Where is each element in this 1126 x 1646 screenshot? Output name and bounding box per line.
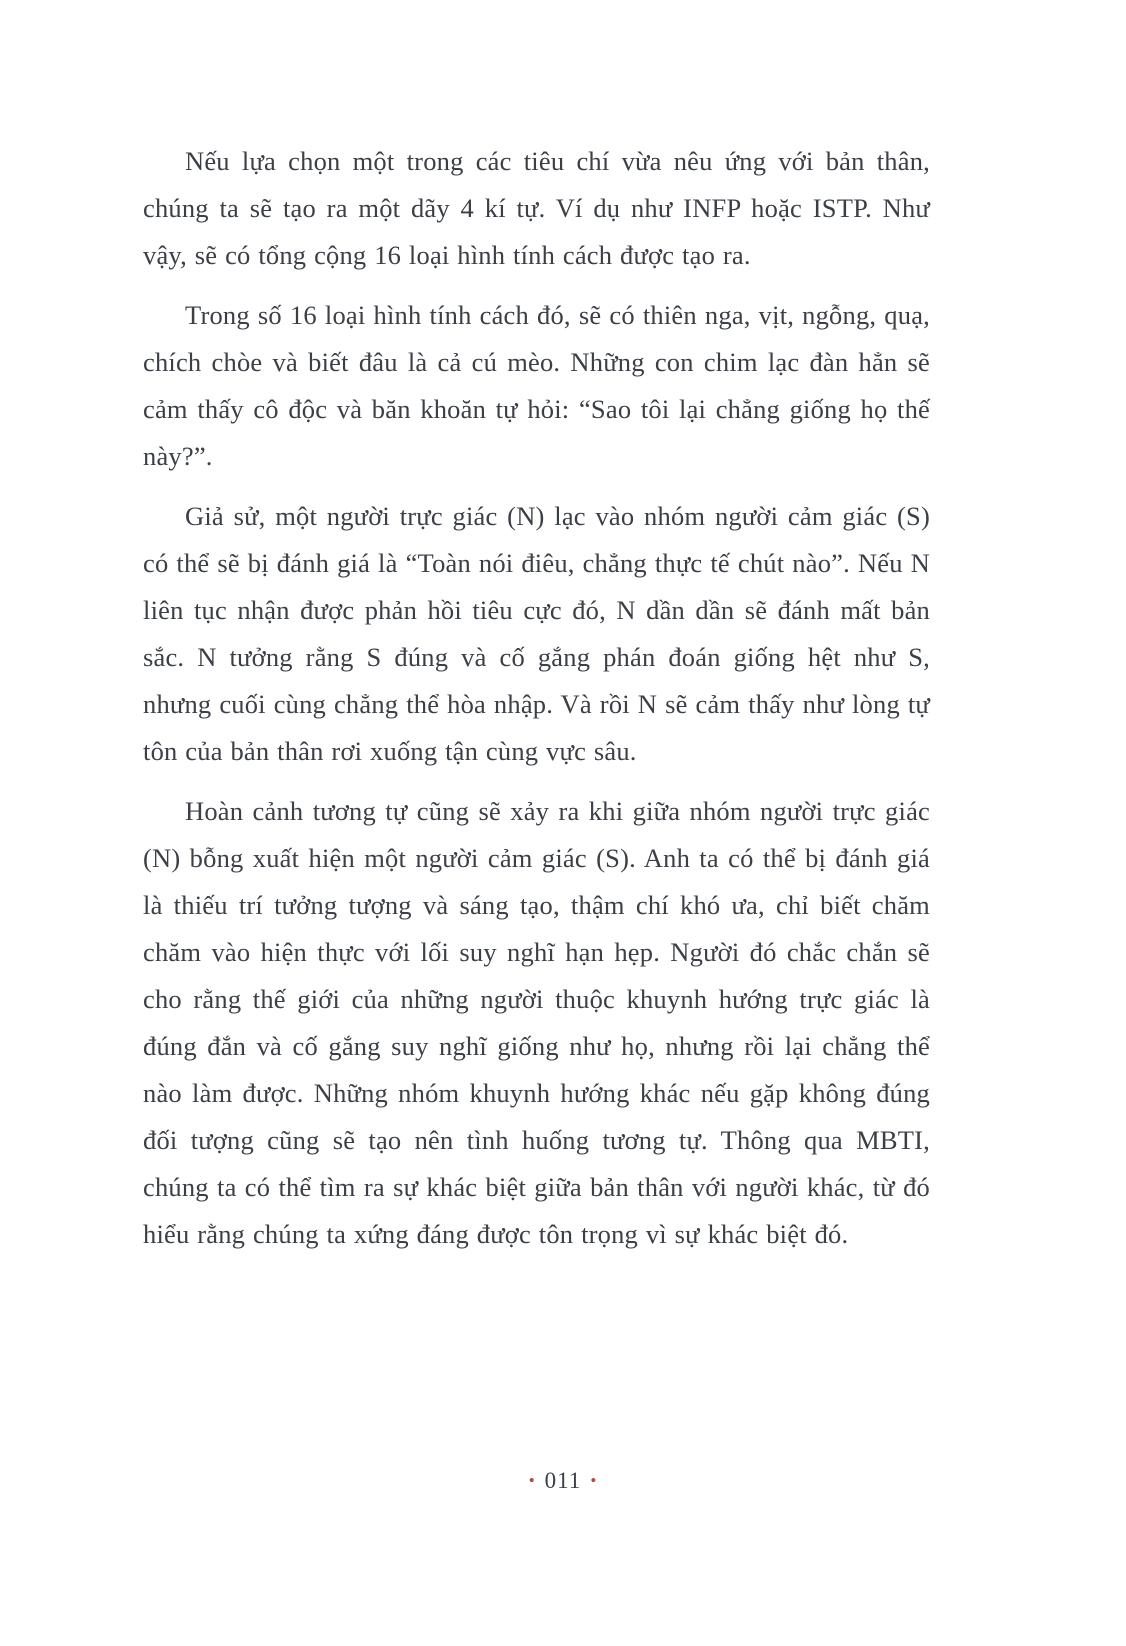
page-content	[143, 138, 930, 1258]
footer-right-dot: •	[590, 1471, 598, 1490]
page-footer	[0, 1468, 1126, 1494]
paragraph: Nếu lựa chọn một trong các tiêu chí vừa nêu ứng với bản thân, chúng ta sẽ tạo ra một dãy 4 kí tự. Ví dụ như INFP hoặc ISTP. Như vậy, sẽ có tổng cộng 16 loại hình tính cách được tạo ra.	[143, 146, 930, 270]
paragraph: Hoàn cảnh tương tự cũng sẽ xảy ra khi giữa nhóm người trực giác (N) bỗng xuất hiện một người cảm giác (S). Anh ta có thể bị đánh giá là thiếu trí tưởng tượng và sáng tạo, thậm chí khó ưa, chỉ biết chăm chăm vào hiện thực với lối suy nghĩ hạn hẹp. Người đó chắc chắn sẽ cho rằng thế giới của những người thuộc khuynh hướng trực giác là đúng đắn và cố gắng suy nghĩ giống như họ, nhưng rồi lại chẳng thể nào làm được. Những nhóm khuynh hướng khác nếu gặp không đúng đối tượng cũng sẽ tạo nên tình huống tương tự. Thông qua MBTI, chúng ta có thể tìm ra sự khác biệt giữa bản thân với người khác, từ đó hiểu rằng chúng ta xứng đáng được tôn trọng vì sự khác biệt đó.	[143, 796, 930, 1249]
paragraph: Trong số 16 loại hình tính cách đó, sẽ có thiên nga, vịt, ngỗng, quạ, chích chòe và biết đâu là cả cú mèo. Những con chim lạc đàn hẳn sẽ cảm thấy cô độc và băn khoăn tự hỏi: “Sao tôi lại chẳng giống họ thế này?”.	[143, 300, 930, 471]
page-number: 011	[544, 1468, 582, 1493]
paragraph: Giả sử, một người trực giác (N) lạc vào nhóm người cảm giác (S) có thể sẽ bị đánh giá là “Toàn nói điêu, chẳng thực tế chút nào”. Nếu N liên tục nhận được phản hồi tiêu cực đó, N dần dần sẽ đánh mất bản sắc. N tưởng rằng S đúng và cố gắng phán đoán giống hệt như S, nhưng cuối cùng chẳng thể hòa nhập. Và rồi N sẽ cảm thấy như lòng tự tôn của bản thân rơi xuống tận cùng vực sâu.	[143, 501, 930, 766]
footer-left-dot: •	[528, 1471, 536, 1490]
